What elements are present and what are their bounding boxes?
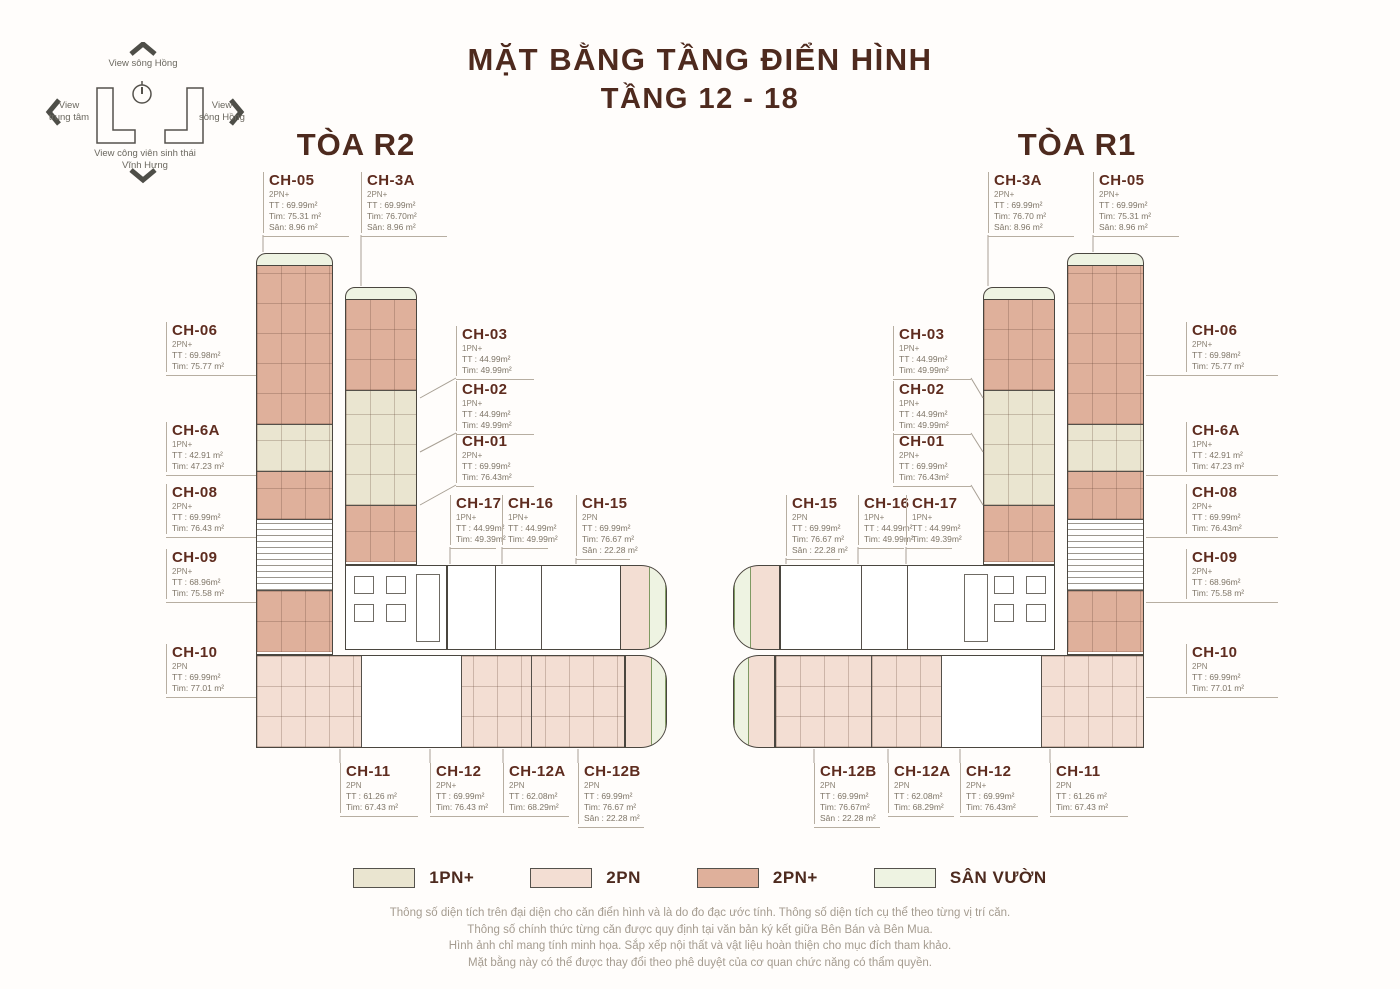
unit-area-tim: Tim: 76.67 m² — [582, 534, 635, 544]
unit-area-tt: TT : 44.99m² — [456, 523, 505, 533]
unit-type: 2PN+ — [994, 190, 1015, 199]
unit-label-inner — [456, 433, 534, 483]
unit-name: CH-06 — [172, 322, 218, 339]
unit-name: CH-12 — [436, 763, 482, 780]
unit-label-inner — [888, 763, 954, 813]
unit-area-tim: Tim: 76.43m² — [899, 472, 949, 482]
title-line1: MẶT BẰNG TẦNG ĐIỂN HÌNH — [467, 42, 933, 77]
unit-area-tim: Tim: 49.99m² — [462, 365, 512, 375]
tower-heading-r2: TÒA R2 — [296, 127, 416, 162]
unit-name: CH-15 — [582, 495, 628, 512]
unit-area-tt: TT : 44.99m² — [899, 409, 948, 419]
unit-label-inner — [166, 422, 256, 472]
view-label-west-line2: trung tâm — [48, 112, 90, 123]
unit-label-r1-ch-10 — [1146, 644, 1278, 698]
unit-label-r1-ch-3a — [988, 172, 1074, 237]
unit-name: CH-6A — [1192, 422, 1240, 439]
unit-label-r2-ch-15 — [576, 495, 638, 560]
unit-label-inner — [960, 763, 1038, 813]
unit-label-inner — [166, 484, 256, 534]
unit-type: 2PN — [346, 781, 362, 790]
unit-type: 1PN+ — [899, 344, 920, 353]
unit-area-tt: TT : 69.98m² — [1192, 350, 1241, 360]
view-label-east-line1: View — [211, 100, 233, 111]
unit-area-san: Sân: 8.96 m² — [367, 222, 416, 232]
legend-item-2pnplus — [697, 868, 818, 888]
unit-label-r2-ch-3a — [361, 172, 447, 237]
unit-area-tt: TT : 69.99m² — [899, 461, 948, 471]
unit-area-tt: TT : 69.99m² — [1099, 200, 1148, 210]
unit-area-tim: Tim: 68.29m² — [894, 802, 944, 812]
unit-type: 2PN+ — [269, 190, 290, 199]
unit-name: CH-15 — [792, 495, 838, 512]
legend-label-1pn: 1PN+ — [429, 868, 475, 887]
legend-label-2pnplus: 2PN+ — [772, 868, 818, 887]
unit-label-inner — [786, 495, 848, 556]
unit-area-tt: TT : 44.99m² — [508, 523, 557, 533]
unit-type: 1PN+ — [462, 344, 483, 353]
unit-label-inner — [502, 495, 558, 545]
unit-type: 2PN+ — [1192, 340, 1213, 349]
unit-label-r2-ch-12 — [430, 763, 508, 817]
unit-type: 2PN+ — [367, 190, 388, 199]
unit-name: CH-12A — [894, 763, 951, 780]
unit-area-tim: Tim: 49.99m² — [462, 420, 512, 430]
unit-name: CH-09 — [172, 549, 218, 566]
unit-area-san: Sân : 22.28 m² — [820, 813, 876, 823]
unit-label-inner — [1186, 644, 1278, 694]
unit-name: CH-12B — [820, 763, 877, 780]
unit-label-r2-ch-03 — [456, 326, 534, 380]
unit-type: 2PN — [820, 781, 836, 790]
unit-area-tt: TT : 69.99m² — [436, 791, 485, 801]
unit-label-inner — [456, 326, 534, 376]
disclaimer — [0, 905, 1400, 971]
unit-area-tt: TT : 44.99m² — [912, 523, 961, 533]
unit-type: 2PN+ — [1192, 502, 1213, 511]
unit-name: CH-10 — [172, 644, 218, 661]
unit-type: 1PN+ — [899, 399, 920, 408]
unit-name: CH-10 — [1192, 644, 1238, 661]
unit-label-r1-ch-09 — [1146, 549, 1278, 603]
unit-label-r1-ch-05 — [1093, 172, 1179, 237]
unit-area-tt: TT : 44.99m² — [899, 354, 948, 364]
disclaimer-line: Thông số diện tích trên đại diện cho căn điển hình và là do đo đạc ước tính. Thông số diện tích cụ thể theo từng vị trí căn. — [389, 907, 1011, 919]
unit-label-inner — [576, 495, 638, 556]
unit-label-r2-ch-09 — [166, 549, 256, 603]
unit-label-inner — [166, 644, 256, 694]
unit-type: 2PN+ — [1099, 190, 1120, 199]
unit-label-r1-ch-12 — [960, 763, 1038, 817]
unit-name: CH-12B — [584, 763, 641, 780]
unit-label-inner — [988, 172, 1074, 233]
unit-area-tt: TT : 62.08m² — [894, 791, 943, 801]
unit-area-tt: TT : 69.99m² — [582, 523, 631, 533]
unit-label-inner — [503, 763, 569, 813]
unit-area-tim: Tim: 49.99m² — [864, 534, 914, 544]
legend-swatch-2pnplus — [697, 868, 759, 888]
unit-area-tt: TT : 69.99m² — [462, 461, 511, 471]
unit-name: CH-02 — [899, 381, 945, 398]
unit-name: CH-05 — [269, 172, 315, 189]
unit-area-tt: TT : 44.99m² — [462, 354, 511, 364]
legend-swatch-2pn — [530, 868, 592, 888]
legend-label-2pn: 2PN — [606, 868, 641, 887]
unit-name: CH-05 — [1099, 172, 1145, 189]
view-label-south-line1: View công viên sinh thái — [94, 148, 196, 159]
unit-label-inner — [893, 433, 971, 483]
view-label-north: View sông Hồng — [108, 58, 178, 69]
unit-type: 2PN+ — [1192, 567, 1213, 576]
unit-label-inner — [906, 495, 962, 545]
disclaimer-line: Hình ảnh chỉ mang tính minh họa. Sắp xếp nội thất và vật liệu hoàn thiện cho mục đích tham khảo. — [448, 940, 952, 952]
unit-label-inner — [456, 381, 534, 431]
unit-type: 2PN+ — [899, 451, 920, 460]
unit-type: 1PN+ — [1192, 440, 1213, 449]
unit-area-tt: TT : 69.99m² — [172, 512, 221, 522]
legend — [0, 868, 1400, 888]
unit-label-r1-ch-06 — [1146, 322, 1278, 376]
unit-name: CH-3A — [367, 172, 415, 189]
unit-area-tt: TT : 69.99m² — [172, 672, 221, 682]
unit-name: CH-03 — [462, 326, 508, 343]
unit-label-r1-ch-02 — [893, 381, 971, 435]
unit-area-tt: TT : 62.08m² — [509, 791, 558, 801]
unit-area-tim: Tim: 76.43 m² — [172, 523, 225, 533]
unit-area-tt: TT : 69.99m² — [994, 200, 1043, 210]
unit-type: 2PN — [1192, 662, 1208, 671]
unit-type: 2PN+ — [966, 781, 987, 790]
unit-name: CH-11 — [346, 763, 391, 780]
unit-name: CH-09 — [1192, 549, 1238, 566]
unit-label-r2-ch-05 — [263, 172, 349, 237]
unit-name: CH-06 — [1192, 322, 1238, 339]
unit-area-tt: TT : 44.99m² — [864, 523, 913, 533]
disclaimer-line: Thông số chính thức từng căn được quy định tại văn bản ký kết giữa Bên Bán và Bên Mua. — [467, 923, 933, 936]
unit-name: CH-01 — [462, 433, 508, 450]
unit-label-inner — [263, 172, 349, 233]
unit-area-tt: TT : 69.99m² — [820, 791, 869, 801]
unit-type: 1PN+ — [912, 513, 933, 522]
unit-area-tim: Tim: 49.99m² — [508, 534, 558, 544]
unit-label-inner — [1186, 322, 1278, 372]
unit-label-r2-ch-06 — [166, 322, 256, 376]
unit-label-inner — [893, 326, 971, 376]
unit-label-r2-ch-01 — [456, 433, 534, 487]
unit-label-inner — [166, 322, 256, 372]
unit-label-inner — [450, 495, 506, 545]
unit-type: 2PN+ — [172, 567, 193, 576]
unit-area-san: Sân: 8.96 m² — [1099, 222, 1148, 232]
unit-area-tt: TT : 69.99m² — [367, 200, 416, 210]
unit-label-inner — [1186, 484, 1278, 534]
unit-name: CH-12 — [966, 763, 1012, 780]
unit-area-tim: Tim: 76.43 m² — [436, 802, 489, 812]
unit-label-r2-ch-08 — [166, 484, 256, 538]
unit-type: 2PN — [584, 781, 600, 790]
unit-label-r1-ch-08 — [1146, 484, 1278, 538]
unit-label-r2-ch-12b — [578, 763, 644, 828]
unit-label-inner — [578, 763, 644, 824]
unit-area-tim: Tim: 49.39m² — [912, 534, 962, 544]
unit-area-tim: Tim: 76.43m² — [966, 802, 1016, 812]
unit-label-r2-ch-17 — [450, 495, 506, 549]
unit-label-inner — [893, 381, 971, 431]
unit-label-inner — [814, 763, 880, 824]
unit-area-tim: Tim: 75.31 m² — [1099, 211, 1152, 221]
unit-name: CH-01 — [899, 433, 945, 450]
unit-name: CH-02 — [462, 381, 508, 398]
unit-type: 2PN — [509, 781, 525, 790]
unit-name: CH-08 — [172, 484, 218, 501]
unit-type: 1PN+ — [508, 513, 529, 522]
legend-label-garden: SÂN VƯỜN — [949, 868, 1047, 887]
unit-area-tt: TT : 69.99m² — [269, 200, 318, 210]
unit-label-r1-ch-15 — [786, 495, 848, 560]
unit-label-inner — [858, 495, 914, 545]
unit-area-tim: Tim: 76.43m² — [462, 472, 512, 482]
unit-area-tt: TT : 42.91 m² — [1192, 450, 1243, 460]
view-label-east-line2: sông Hồng — [199, 112, 245, 123]
unit-label-r1-ch-6a — [1146, 422, 1278, 476]
unit-name: CH-03 — [899, 326, 945, 343]
unit-label-r1-ch-16 — [858, 495, 914, 549]
legend-item-garden — [874, 868, 1047, 888]
unit-label-inner — [1050, 763, 1128, 813]
unit-area-tt: TT : 61.26 m² — [346, 791, 397, 801]
unit-area-tt: TT : 69.99m² — [1192, 672, 1241, 682]
unit-area-tim: Tim: 75.77 m² — [172, 361, 225, 371]
unit-area-tt: TT : 68.96m² — [172, 577, 221, 587]
unit-name: CH-11 — [1056, 763, 1101, 780]
unit-type: 1PN+ — [462, 399, 483, 408]
unit-area-tim: Tim: 67.43 m² — [1056, 802, 1109, 812]
unit-label-inner — [166, 549, 256, 599]
unit-type: 1PN+ — [864, 513, 885, 522]
unit-area-tt: TT : 69.99m² — [792, 523, 841, 533]
unit-label-r2-ch-12a — [503, 763, 569, 817]
unit-area-tim: Tim: 76.67 m² — [584, 802, 637, 812]
disclaimer-line: Mặt bằng này có thể được thay đổi theo phê duyệt của cơ quan chức năng có thẩm quyền. — [468, 956, 932, 969]
unit-area-tt: TT : 61.26 m² — [1056, 791, 1107, 801]
unit-area-tim: Tim: 76.70 m² — [994, 211, 1047, 221]
unit-type: 2PN+ — [436, 781, 457, 790]
unit-label-inner — [1093, 172, 1179, 233]
unit-area-tim: Tim: 75.77 m² — [1192, 361, 1245, 371]
unit-area-tim: Tim: 76.70m² — [367, 211, 417, 221]
unit-area-san: Sân: 8.96 m² — [269, 222, 318, 232]
unit-label-inner — [430, 763, 508, 813]
unit-label-r2-ch-16 — [502, 495, 558, 549]
unit-label-r1-ch-11 — [1050, 763, 1128, 817]
unit-area-san: Sân : 22.28 m² — [582, 545, 638, 555]
unit-label-r2-ch-6a — [166, 422, 256, 476]
legend-swatch-garden — [874, 868, 936, 888]
unit-area-san: Sân : 22.28 m² — [792, 545, 848, 555]
unit-label-inner — [340, 763, 418, 813]
unit-area-tim: Tim: 49.99m² — [899, 420, 949, 430]
unit-area-tt: TT : 69.98m² — [172, 350, 221, 360]
view-label-south-line2: Vĩnh Hưng — [122, 160, 168, 171]
unit-label-r2-ch-02 — [456, 381, 534, 435]
unit-area-tt: TT : 44.99m² — [462, 409, 511, 419]
unit-type: 2PN+ — [462, 451, 483, 460]
unit-name: CH-17 — [912, 495, 958, 512]
unit-area-tt: TT : 69.99m² — [966, 791, 1015, 801]
unit-type: 2PN — [894, 781, 910, 790]
unit-area-san: Sân: 8.96 m² — [994, 222, 1043, 232]
unit-name: CH-16 — [508, 495, 554, 512]
unit-area-tt: TT : 69.99m² — [584, 791, 633, 801]
unit-label-r1-ch-12b — [814, 763, 880, 828]
unit-name: CH-17 — [456, 495, 502, 512]
legend-item-2pn — [530, 868, 641, 888]
unit-area-tim: Tim: 68.29m² — [509, 802, 559, 812]
unit-type: 2PN — [172, 662, 188, 671]
unit-area-tim: Tim: 67.43 m² — [346, 802, 399, 812]
unit-area-tim: Tim: 77.01 m² — [172, 683, 225, 693]
unit-type: 2PN+ — [172, 340, 193, 349]
unit-area-tt: TT : 69.99m² — [1192, 512, 1241, 522]
unit-type: 2PN — [582, 513, 598, 522]
unit-area-tim: Tim: 76.67 m² — [792, 534, 845, 544]
unit-area-tt: TT : 68.96m² — [1192, 577, 1241, 587]
unit-area-tim: Tim: 77.01 m² — [1192, 683, 1245, 693]
legend-item-1pn — [353, 868, 474, 888]
unit-label-r2-ch-11 — [340, 763, 418, 817]
unit-area-tim: Tim: 75.58 m² — [172, 588, 225, 598]
unit-name: CH-6A — [172, 422, 220, 439]
unit-label-inner — [1186, 549, 1278, 599]
view-label-west-line1: View — [58, 100, 80, 111]
unit-area-tt: TT : 42.91 m² — [172, 450, 223, 460]
unit-type: 1PN+ — [172, 440, 193, 449]
unit-name: CH-3A — [994, 172, 1042, 189]
unit-type: 2PN — [1056, 781, 1072, 790]
unit-label-inner — [1186, 422, 1278, 472]
unit-type: 2PN — [792, 513, 808, 522]
title-line2: TẦNG 12 - 18 — [600, 83, 800, 115]
unit-name: CH-16 — [864, 495, 910, 512]
unit-label-r1-ch-01 — [893, 433, 971, 487]
unit-area-tim: Tim: 47.23 m² — [1192, 461, 1245, 471]
unit-area-tim: Tim: 75.58 m² — [1192, 588, 1245, 598]
unit-label-r1-ch-03 — [893, 326, 971, 380]
unit-label-r2-ch-10 — [166, 644, 256, 698]
unit-area-tim: Tim: 49.99m² — [899, 365, 949, 375]
tower-heading-r1: TÒA R1 — [1017, 127, 1137, 162]
unit-name: CH-12A — [509, 763, 566, 780]
legend-swatch-1pn — [353, 868, 415, 888]
unit-type: 1PN+ — [456, 513, 477, 522]
unit-area-tim: Tim: 47.23 m² — [172, 461, 225, 471]
unit-area-tim: Tim: 75.31 m² — [269, 211, 322, 221]
unit-area-tim: Tim: 76.43m² — [1192, 523, 1242, 533]
unit-label-r1-ch-17 — [906, 495, 962, 549]
unit-area-san: Sân : 22.28 m² — [584, 813, 640, 823]
unit-label-r1-ch-12a — [888, 763, 954, 817]
unit-area-tim: Tim: 76.67m² — [820, 802, 870, 812]
unit-type: 2PN+ — [172, 502, 193, 511]
unit-label-inner — [361, 172, 447, 233]
unit-area-tim: Tim: 49.39m² — [456, 534, 506, 544]
unit-name: CH-08 — [1192, 484, 1238, 501]
